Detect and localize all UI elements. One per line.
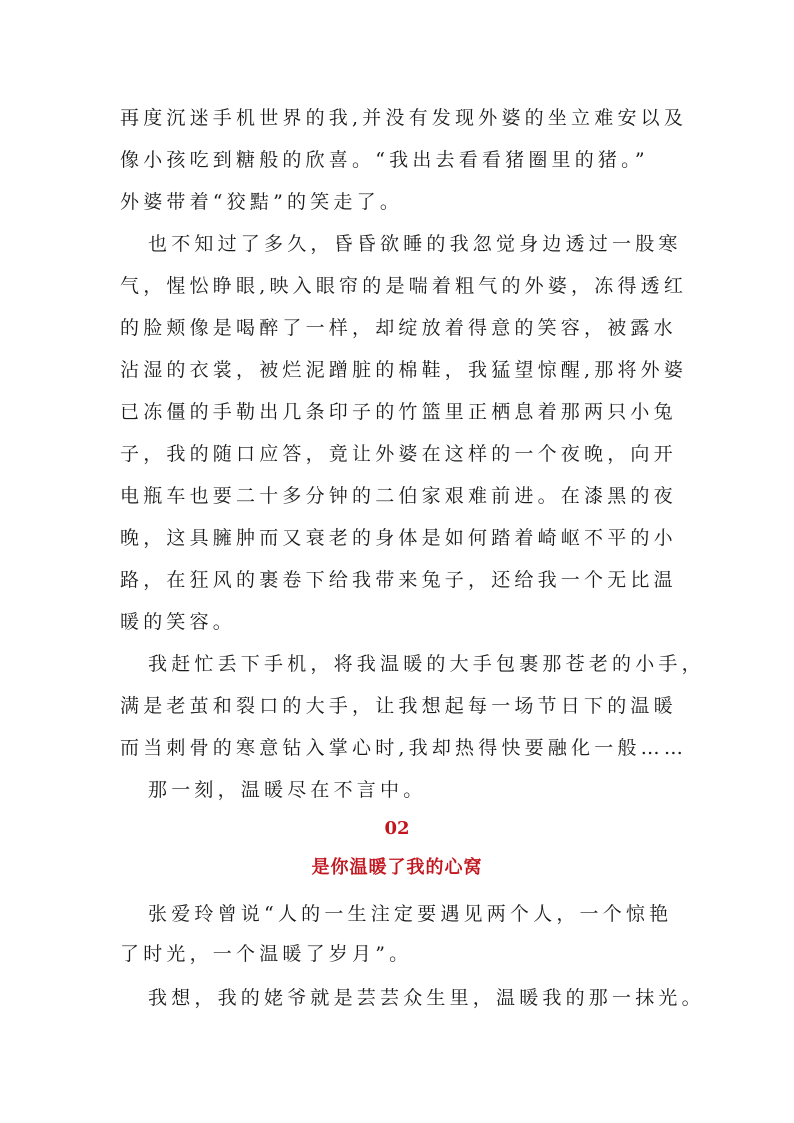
paragraph-2-line-3: 的脸颊像是喝醉了一样，却绽放着得意的笑容，被露水 (120, 317, 677, 339)
paragraph-2-line-7: 电瓶车也要二十多分钟的二伯家艰难前进。在漆黑的夜 (120, 485, 677, 507)
section-paragraph-1-line-1: 张爱玲曾说“人的一生注定要遇见两个人，一个惊艳 (148, 903, 673, 925)
paragraph-2-line-6: 子，我的随口应答，竟让外婆在这样的一个夜晚，向开 (120, 443, 677, 465)
paragraph-4-line-1: 那一刻，温暖尽在不言中。 (148, 779, 427, 801)
paragraph-1-line-2: 像小孩吃到糖般的欣喜。“我出去看看猪圈里的猪。” (120, 149, 649, 171)
paragraph-1-line-1: 再度沉迷手机世界的我,并没有发现外婆的坐立难安以及 (120, 107, 688, 129)
section-title: 是你温暖了我的心窝 (311, 857, 483, 878)
paragraph-3-line-2: 满是老茧和裂口的大手，让我想起每一场节日下的温暖 (120, 695, 677, 717)
paragraph-3-line-1: 我赶忙丢下手机，将我温暖的大手包裹那苍老的小手， (148, 653, 705, 675)
paragraph-1-line-3: 外婆带着“狡黠”的笑走了。 (120, 191, 404, 213)
section-paragraph-1-line-2: 了时光，一个温暖了岁月”。 (120, 943, 413, 965)
paragraph-2-line-9: 路，在狂风的裹卷下给我带来兔子，还给我一个无比温 (120, 569, 677, 591)
paragraph-2-line-10: 暖的笑容。 (120, 611, 237, 633)
paragraph-2-line-1: 也不知过了多久，昏昏欲睡的我忽觉身边透过一股寒 (148, 233, 682, 255)
paragraph-2-line-5: 已冻僵的手勒出几条印子的竹篮里正栖息着那两只小兔 (120, 401, 677, 423)
paragraph-3-line-3: 而当刺骨的寒意钻入掌心时,我却热得快要融化一般…… (120, 737, 688, 759)
paragraph-2-line-2: 气，惺忪睁眼,映入眼帘的是喘着粗气的外婆，冻得透红 (120, 275, 688, 297)
section-paragraph-2-line-1: 我想，我的姥爷就是芸芸众生里，温暖我的那一抹光。 (148, 987, 705, 1009)
section-number: 02 (384, 818, 410, 839)
paragraph-2-line-4: 沾湿的衣裳，被烂泥蹭脏的棉鞋，我猛望惊醒,那将外婆 (120, 359, 688, 381)
paragraph-2-line-8: 晚，这具臃肿而又衰老的身体是如何踏着崎岖不平的小 (120, 527, 677, 549)
